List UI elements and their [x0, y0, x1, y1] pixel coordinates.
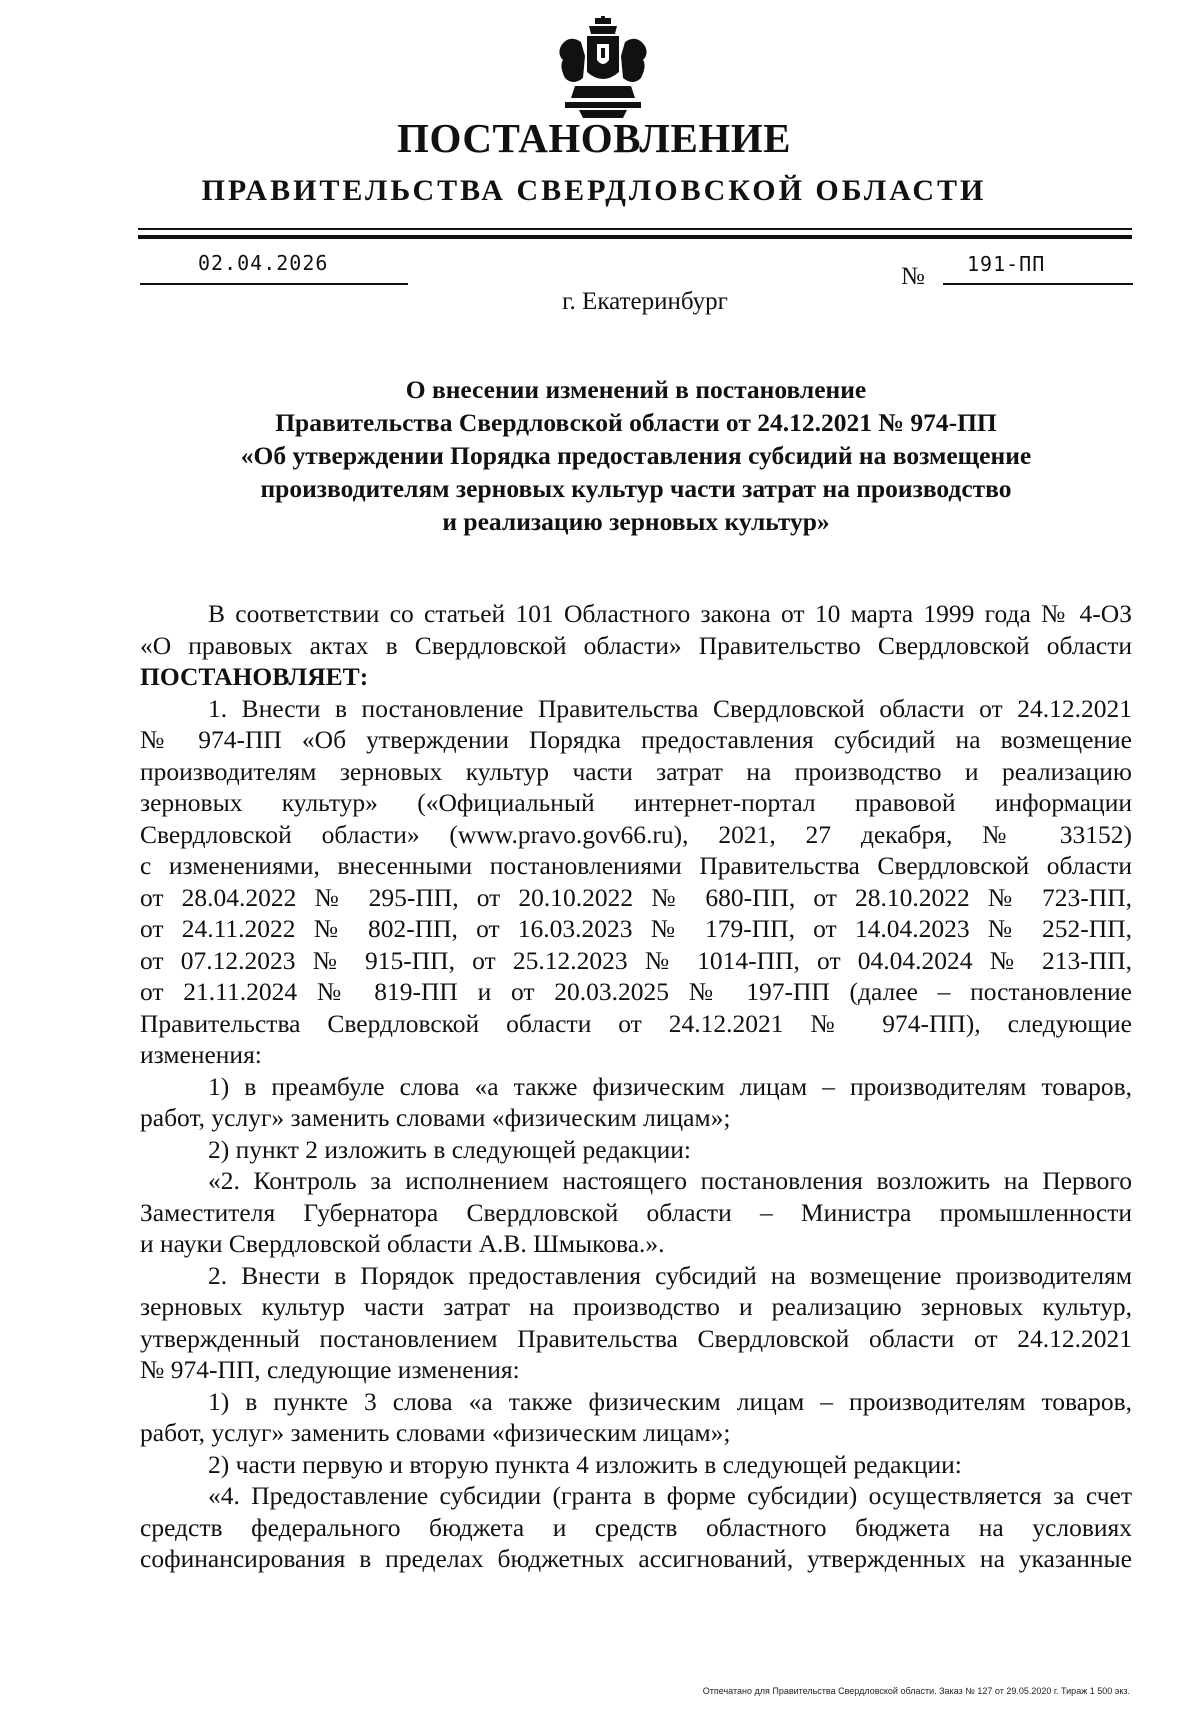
body-line: средств федерального бюджета и средств областного бюджета на условиях [140, 1512, 1132, 1542]
body-line: работ, услуг» заменить словами «физическим лицам»; [140, 1103, 731, 1132]
resolution-keyword: ПОСТАНОВЛЯЕТ: [140, 662, 369, 691]
body-line: от 21.11.2024 № 819-ПП и от 20.03.2025 № 197-ПП (далее – постановление [140, 977, 1132, 1006]
body-line: Заместителя Губернатора Свердловской области – Министра промышленности [140, 1197, 1132, 1227]
body-line: «О правовых актах в Свердловской области» Правительство Свердловской области [140, 630, 1132, 660]
body-line: В соответствии со статьей 101 Областного закона от 10 марта 1999 года № 4-ОЗ [208, 599, 1132, 628]
body-line: с изменениями, внесенными постановлениями Правительства Свердловской области [140, 851, 1132, 880]
body-line: 2) пункт 2 изложить в следующей редакции: [208, 1134, 691, 1164]
body-line: № 974-ПП, следующие изменения: [140, 1355, 520, 1384]
coat-of-arms-icon [555, 16, 651, 120]
document-title: ПОСТАНОВЛЕНИЕ [397, 115, 791, 161]
body-line: от 28.04.2022 № 295-ПП, от 20.10.2022 № 680-ПП, от 28.10.2022 № 723-ПП, [140, 882, 1132, 912]
heading-line: О внесении изменений в постановление [405, 375, 867, 404]
body-line: 1. Внести в постановление Правительства Свердловской области от 24.12.2021 [208, 693, 1132, 723]
print-imprint: Отпечатано для Правительства Свердловской области. Заказ № 127 от 29.05.2020 г. Тираж 1 500 экз. [702, 1686, 1130, 1696]
body-line: № 974-ПП «Об утверждении Порядка предоставления субсидий на возмещение [140, 725, 1132, 754]
heading-line: и реализацию зерновых культур» [442, 507, 830, 536]
body-line: работ, услуг» заменить словами «физическим лицам»; [140, 1418, 731, 1447]
body-line: 2. Внести в Порядок предоставления субсидий на возмещение производителям [208, 1260, 1132, 1290]
document-city: г. Екатеринбург [562, 288, 728, 315]
body-line: зерновых культур части затрат на производство и реализацию зерновых культур, [140, 1292, 1132, 1321]
document-body [140, 598, 1132, 1575]
body-line: 2) части первую и вторую пункта 4 изложить в следующей редакции: [208, 1449, 962, 1479]
body-line: Правительства Свердловской области от 24.12.2021 № 974-ПП), следующие [140, 1008, 1132, 1038]
body-line: от 24.11.2022 № 802-ПП, от 16.03.2023 № 179-ПП, от 14.04.2023 № 252-ПП, [140, 914, 1132, 943]
document-date: 02.04.2026 [198, 251, 329, 275]
document-number: 191-ПП [967, 252, 1046, 276]
body-line: «2. Контроль за исполнением настоящего постановления возложить на Первого [208, 1166, 1132, 1195]
body-line: от 07.12.2023 № 915-ПП, от 25.12.2023 № 1014-ПП, от 04.04.2024 № 213-ПП, [140, 945, 1132, 975]
body-line: 1) в пункте 3 слова «а также физическим лицам – производителям товаров, [208, 1386, 1132, 1416]
body-line: 1) в преамбуле слова «а также физическим лицам – производителям товаров, [208, 1071, 1132, 1101]
body-line: изменения: [140, 1040, 262, 1069]
date-underline [140, 283, 408, 285]
document-heading [140, 373, 1132, 538]
heading-line: «Об утверждении Порядка предоставления субсидий на возмещение [240, 441, 1032, 470]
header-divider-thick [138, 235, 1132, 239]
number-underline [943, 283, 1133, 285]
number-label: № [901, 263, 925, 290]
body-line: Свердловской области» (www.pravo.gov66.ru), 2021, 27 декабря, № 33152) [140, 819, 1132, 849]
heading-line: Правительства Свердловской области от 24.12.2021 № 974-ПП [275, 408, 997, 437]
heading-line: производителям зерновых культур части затрат на производство [260, 474, 1012, 503]
body-line: «4. Предоставление субсидии (гранта в форме субсидии) осуществляется за счет [208, 1481, 1132, 1510]
body-line: зерновых культур» («Официальный интернет-портал правовой информации [140, 788, 1132, 817]
body-line: утвержденный постановлением Правительства Свердловской области от 24.12.2021 [140, 1323, 1132, 1353]
header-divider-thin [138, 228, 1132, 230]
body-line: софинансирования в пределах бюджетных ассигнований, утвержденных на указанные [140, 1544, 1132, 1573]
body-line: производителям зерновых культур части затрат на производство и реализацию [140, 756, 1132, 786]
body-line: и науки Свердловской области А.В. Шмыкова.». [140, 1229, 665, 1258]
issuing-authority: ПРАВИТЕЛЬСТВА СВЕРДЛОВСКОЙ ОБЛАСТИ [201, 174, 987, 207]
